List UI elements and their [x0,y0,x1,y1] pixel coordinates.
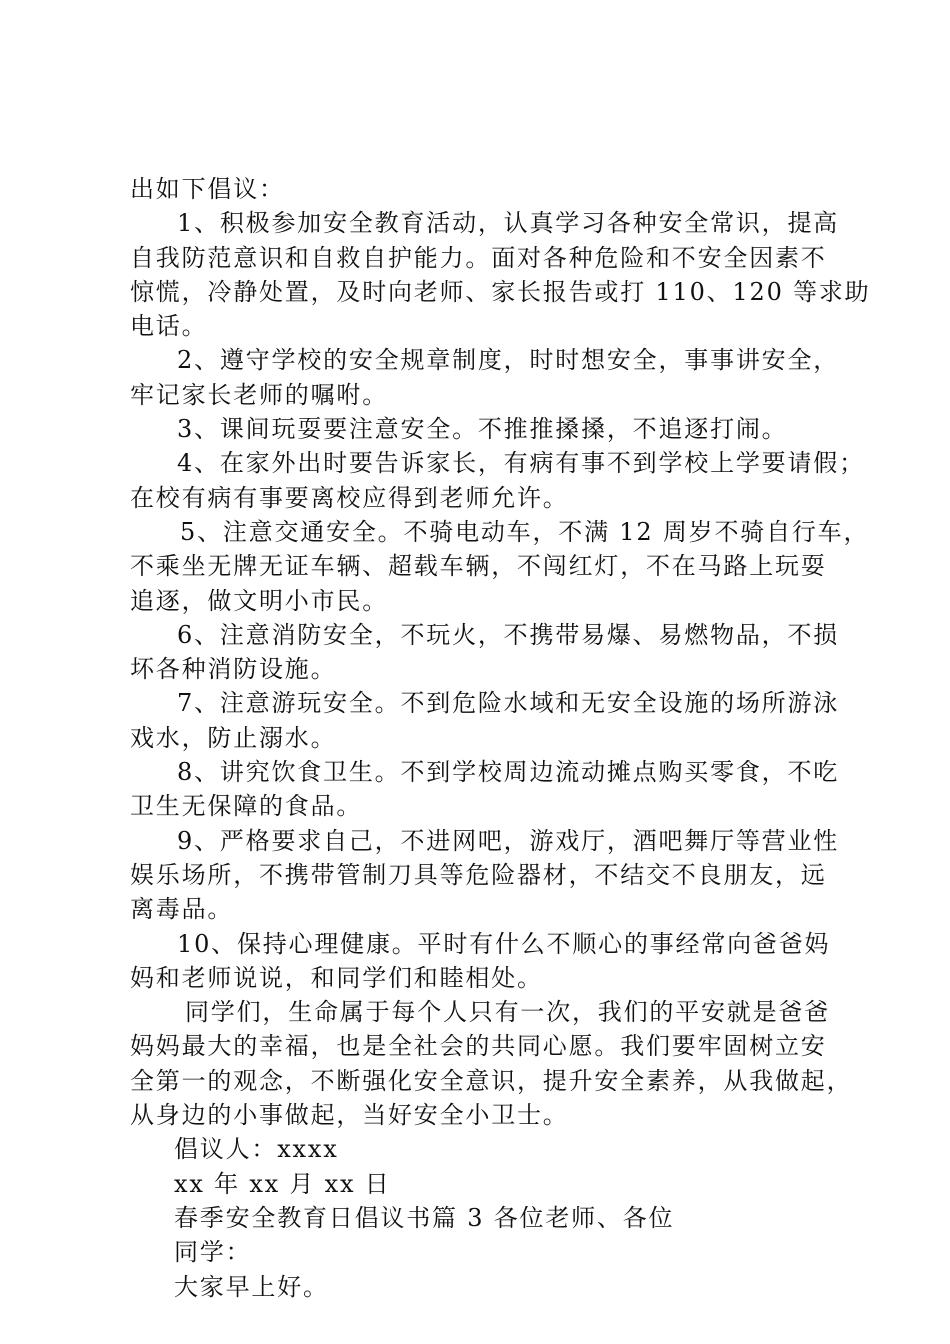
document-body [130,172,871,1304]
document-line: 2、遵守学校的安全规章制度，时时想安全，事事讲安全， [177,346,840,375]
document-line: 妈妈最大的幸福，也是全社会的共同心愿。我们要牢固树立安 [130,1032,827,1061]
document-line: 5、注意交通安全。不骑电动车，不满 12 周岁不骑自行车， [180,517,870,546]
document-line: 娱乐场所，不携带管制刀具等危险器材，不结交不良朋友，远 [130,860,827,889]
document-line: 大家早上好。 [174,1272,329,1301]
document-line: 倡议人：xxxx [174,1135,339,1164]
document-line: 从身边的小事做起，当好安全小卫士。 [130,1101,569,1130]
document-line: 离毒品。 [130,895,234,924]
document-line: 7、注意游玩安全。不到危险水域和无安全设施的场所游泳 [177,689,840,718]
document-line: 9、严格要求自己，不进网吧，游戏厅，酒吧舞厅等营业性 [177,826,840,855]
document-line: 电话。 [130,312,208,341]
document-line: 同学： [174,1238,252,1267]
document-line: 卫生无保障的食品。 [130,792,363,821]
document-line: 6、注意消防安全，不玩火，不携带易爆、易燃物品，不损 [177,620,840,649]
document-line: 在校有病有事要离校应得到老师允许。 [130,483,569,512]
document-line: 追逐，做文明小市民。 [130,586,388,615]
document-line: 不乘坐无牌无证车辆、超载车辆，不闯红灯，不在马路上玩耍 [130,552,827,581]
document-line: 8、讲究饮食卫生。不到学校周边流动摊点购买零食，不吃 [177,758,840,787]
document-line: 4、在家外出时要告诉家长，有病有事不到学校上学要请假； [177,449,865,478]
document-line: 坏各种消防设施。 [130,655,337,684]
document-line: 1、积极参加安全教育活动，认真学习各种安全常识，提高 [177,209,840,238]
document-line: 牢记家长老师的嘱咐。 [130,380,388,409]
document-line: 春季安全教育日倡议书篇 3 各位老师、各位 [174,1203,675,1232]
document-line: 同学们，生命属于每个人只有一次，我们的平安就是爸爸 [185,998,830,1027]
document-line: 10、保持心理健康。平时有什么不顺心的事经常向爸爸妈 [177,929,831,958]
document-line: 出如下倡议： [130,175,285,203]
document-line: 妈和老师说说，和同学们和睦相处。 [130,963,543,992]
document-line: 惊慌，冷静处置，及时向老师、家长报告或打 110、120 等求助 [130,277,871,306]
document-line: 3、课间玩耍要注意安全。不推推搡搡，不追逐打闹。 [177,415,788,444]
document-line: xx 年 xx 月 xx 日 [174,1169,391,1198]
document-line: 戏水，防止溺水。 [130,723,337,752]
document-line: 自我防范意识和自救自护能力。面对各种危险和不安全因素不 [130,243,827,272]
document-line: 全第一的观念，不断强化安全意识，提升安全素养，从我做起， [130,1066,853,1095]
